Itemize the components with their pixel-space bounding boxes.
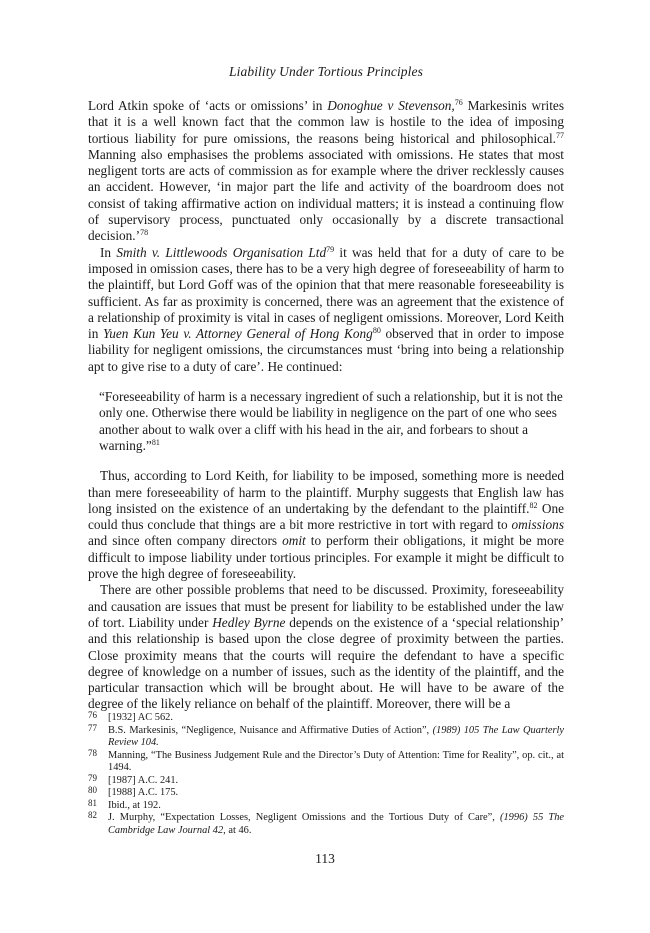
footnote (88, 747, 564, 775)
footnote-ref[interactable]: 77 (556, 130, 564, 140)
footnote (88, 722, 564, 750)
text-span: There are other possible problems that need to be discussed. Proximity, foreseeability and causation are issues that must be present for liability to be established under the law of tort. Liability under (88, 582, 564, 630)
footnote-text (108, 775, 564, 788)
footnote-ref[interactable]: 78 (140, 228, 149, 238)
footnote-span: B.S. Markesinis, “Negligence, Nuisance and Affirmative Duties of Action”, (108, 724, 433, 736)
footnote-ref[interactable]: 76 (454, 98, 463, 107)
body-text (88, 98, 564, 713)
footnote-number: 81 (88, 797, 97, 808)
footnote-number: 80 (88, 785, 97, 795)
footnote-ref[interactable]: 80 (372, 326, 381, 336)
footnote (88, 797, 564, 813)
footnote (88, 787, 564, 800)
block-quote (99, 389, 564, 454)
text-span: observed that in order to impose liability for negligent omissions, the circumstances must ‘bring into being a relationship apt to give rise to a duty of care’. He continued: (88, 326, 564, 374)
footnote-span: [1932] AC 562. (108, 712, 173, 723)
footnote-number: 82 (88, 810, 97, 820)
footnote (88, 712, 564, 725)
footnote-ref[interactable]: 79 (326, 244, 335, 254)
footnote-span: [1988] A.C. 175. (108, 787, 179, 798)
footnote-ref[interactable]: 82 (529, 500, 538, 510)
page-content (88, 64, 564, 713)
footnote-span: , at 46. (223, 824, 252, 836)
text-span: Manning also emphasises the problems associated with omissions. He states that most negligent torts are acts of commission as for example where the driver recklessly causes an accident. However, ‘in major part the life and activity of the boardroom does not consist of taking affirmative action on individual matters; it is instead a continuing flow of supervisory process, punctuated only occasionally by a discrete transactional decision.’ (88, 146, 564, 244)
case-name: Donoghue v Stevenson, (327, 98, 455, 113)
footnote-citation: (1989) 105 The Law Quarterly Review 104. (108, 724, 564, 748)
footnote-number: 79 (88, 772, 97, 783)
footnote-text (108, 800, 564, 813)
footnote-text (108, 812, 564, 837)
footnote-text (108, 725, 564, 750)
case-name: Smith v. Littlewoods Organisation Ltd (116, 244, 327, 260)
footnote-citation: (1996) 55 The Cambridge Law Journal 42 (108, 812, 565, 836)
paragraph-4 (88, 582, 564, 712)
running-head: Liability Under Tortious Principles (229, 64, 423, 79)
text-span: it was held that for a duty of care to be imposed in omission cases, there has to be a very high degree of foreseeability of harm to the plaintiff, but Lord Goff was of the opinion that that mere reasonable foreseeability is sufficient. As far as proximity is concerned, there was an agreement that the existence of a relationship of proximity is vital in cases of negligent omissions. Moreover, Lord Keith in (88, 244, 565, 342)
paragraph-3 (88, 468, 564, 582)
footnote-text (108, 750, 564, 775)
text-span: to perform their obligations, it might be more difficult to impose liability under tortious principles. For example it might be difficult to prove the high degree of foreseeability. (88, 533, 564, 582)
quote-text: “Foreseeability of harm is a necessary ingredient of such a relationship, but it is not the only one. Otherwise there would be liability in negligence on the part of one who sees another about to walk over a cliff with his head in the air, and forbears to shout a warning.” (99, 389, 563, 453)
footnote-span: Ibid., at 192. (108, 799, 161, 811)
footnote-text (108, 712, 564, 725)
text-span: Lord Atkin spoke of ‘acts or omissions’ in (88, 98, 328, 113)
text-span: One could thus conclude that things are a bit more restrictive in tort with regard to (88, 500, 564, 533)
footnotes (88, 712, 564, 837)
footnote-number: 77 (88, 722, 97, 733)
text-span: Markesinis writes that it is a well known fact that the common law is hostile to the idea of imposing tortious liability for pure omissions, the reasons being historical and philosophical. (88, 98, 564, 146)
footnote-number: 78 (88, 747, 97, 758)
text-span: Thus, according to Lord Keith, for liability to be imposed, something more is needed than mere foreseeability of harm to the plaintiff. Murphy suggests that English law has long insisted on the existence of an undertaking by the defendant to the plaintiff. (88, 468, 564, 516)
paragraph-1 (88, 98, 564, 245)
footnote-number: 76 (88, 710, 97, 720)
footnote-span: [1987] A.C. 241. (108, 774, 179, 786)
footnote-ref[interactable]: 81 (151, 437, 160, 447)
emphasis: omissions (511, 517, 564, 533)
case-name: Hedley Byrne (212, 614, 286, 630)
text-span: depends on the existence of a ‘special relationship’ and this relationship is based upon the close degree of proximity between the parties. Close proximity means that the courts will require the defendant to have a specific degree of knowledge on a number of issues, such as the identity of the plaintiff, and the particular transaction which will be brought about. He will have to be aware of the degree of the likely reliance on behalf of the plaintiff. Moreover, there will be a (88, 614, 565, 712)
footnote-text (108, 787, 564, 800)
case-name: Yuen Kun Yeu v. Attorney General of Hong Kong (103, 326, 373, 342)
footnote-span: Manning, “The Business Judgement Rule and the Director’s Duty of Attention: Time for Reality”, op. cit., at 1494. (108, 749, 564, 773)
footnote (88, 772, 564, 788)
emphasis: omit (282, 533, 306, 549)
footnote (88, 812, 564, 837)
page-number: 113 (315, 851, 335, 866)
text-span: and since often company directors (88, 533, 283, 549)
footnote-span: J. Murphy, “Expectation Losses, Negligent Omissions and the Tortious Duty of Care”, (108, 812, 501, 823)
text-span: In (100, 244, 117, 260)
paragraph-2 (88, 245, 564, 375)
